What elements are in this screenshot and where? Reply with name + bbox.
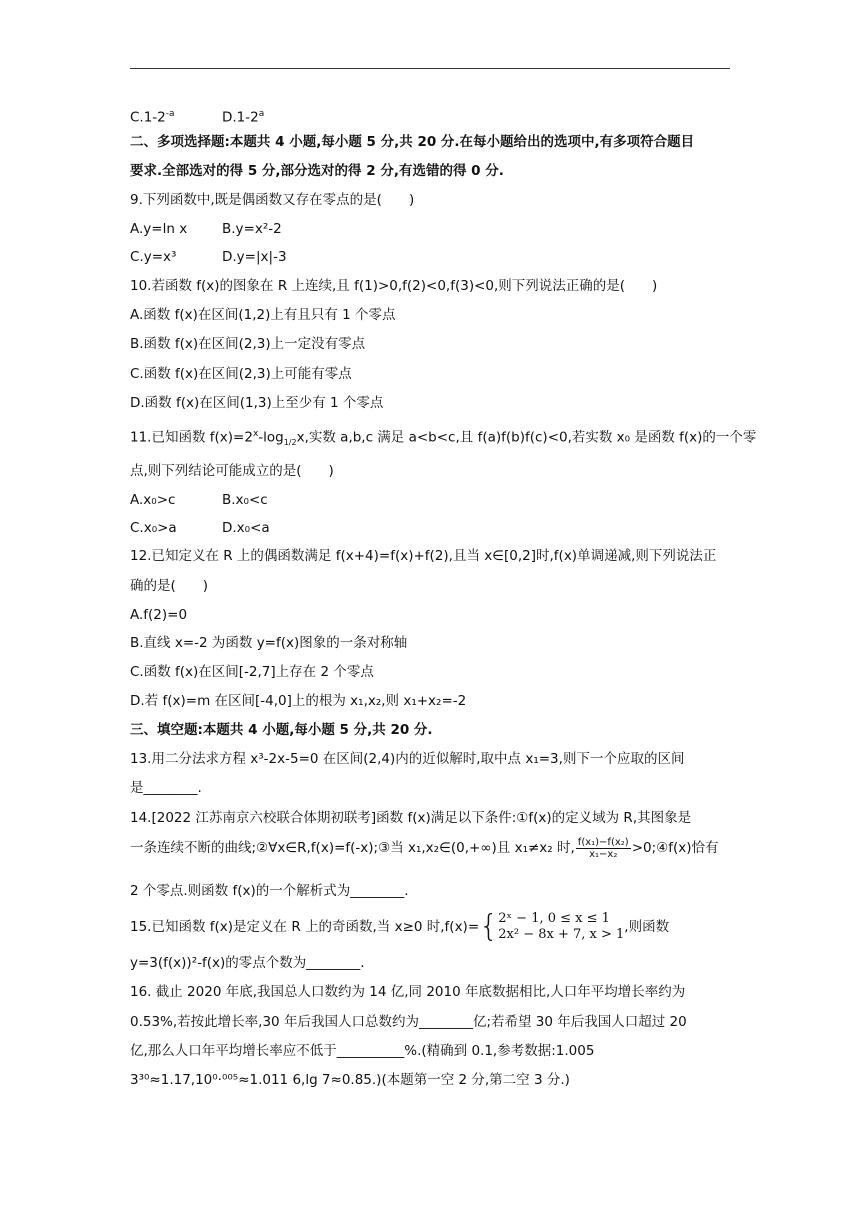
question-15-cont: y=3(f(x))²-f(x)的零点个数为________. xyxy=(130,955,365,971)
q9-option-b: B.y=x²-2 xyxy=(222,221,282,237)
question-14: 14.[2022 江苏南京六校联合体期初联考]函数 f(x)满足以下条件:①f(x)的定义域为 R,其图象是 xyxy=(130,810,692,826)
q10-option-c: C.函数 f(x)在区间(2,3)上可能有零点 xyxy=(130,366,352,382)
section-2-heading-cont: 要求.全部选对的得 5 分,部分选对的得 2 分,有选错的得 0 分. xyxy=(130,163,504,179)
case-1: 2ˣ − 1, 0 ≤ x ≤ 1 xyxy=(498,911,610,926)
q10-option-a: A.函数 f(x)在区间(1,2)上有且只有 1 个零点 xyxy=(130,307,396,323)
q12-option-d: D.若 f(x)=m 在区间[-4,0]上的根为 x₁,x₂,则 x₁+x₂=-2 xyxy=(130,693,467,709)
question-16: 16. 截止 2020 年底,我国总人口数约为 14 亿,同 2010 年底数据相比,人口年平均增长率约为 xyxy=(130,984,686,1000)
question-13-cont: 是________. xyxy=(130,780,202,796)
question-16-cont: 0.53%,若按此增长率,30 年后我国人口总数约为________亿;若希望 30 年后我国人口超过 20 xyxy=(130,1014,687,1030)
case-2: 2x² − 8x + 7, x > 1 xyxy=(498,927,625,942)
log-base: 1/2 xyxy=(283,437,297,447)
question-12: 12.已知定义在 R 上的偶函数满足 f(x+4)=f(x)+f(2),且当 x∈[0,2]时,f(x)单调递减,则下列说法正 xyxy=(130,548,717,564)
option-c: C.1-2 xyxy=(130,109,166,126)
option-d: D.1-2 xyxy=(222,109,259,126)
q12-option-a: A.f(2)=0 xyxy=(130,607,188,623)
q14-text: 一条连续不断的曲线;②∀x∈R,f(x)=f(-x);③当 x₁,x₂∈(0,+∞)且 x₁≠x₂ 时, xyxy=(130,840,575,856)
q11-text-cont: x,实数 a,b,c 满足 a<b<c,且 f(a)f(b)f(c)<0,若实数 x₀ 是函数 f(x)的一个零 xyxy=(296,429,757,446)
question-14-cont xyxy=(130,835,719,861)
q9-option-d: D.y=|x|-3 xyxy=(222,249,287,265)
question-15 xyxy=(130,910,669,944)
q14-text-cont: >0;④f(x)恰有 xyxy=(631,840,719,856)
question-10: 10.若函数 f(x)的图象在 R 上连续,且 f(1)>0,f(2)<0,f(3)<0,则下列说法正确的是( ) xyxy=(130,278,658,294)
fraction-numerator: f(x₁)−f(x₂) xyxy=(577,836,629,848)
question-12-cont: 确的是( ) xyxy=(130,578,209,594)
exponent: x xyxy=(252,429,259,439)
log: -log xyxy=(258,429,284,446)
line-q8-options xyxy=(130,104,264,128)
left-brace: { xyxy=(479,909,499,944)
exponent: -a xyxy=(165,109,175,119)
piecewise-cases xyxy=(498,911,624,943)
fraction-denominator: x₁−x₂ xyxy=(589,848,618,860)
difference-quotient xyxy=(576,837,631,860)
section-2-heading: 二、多项选择题:本题共 4 小题,每小题 5 分,共 20 分.在每小题给出的选项中,有多项符合题目 xyxy=(130,134,695,150)
q11-option-b: B.x₀<c xyxy=(222,492,268,508)
question-13: 13.用二分法求方程 x³-2x-5=0 在区间(2,4)内的近似解时,取中点 x₁=3,则下一个应取的区间 xyxy=(130,751,685,767)
q15-text: 15.已知函数 f(x)是定义在 R 上的奇函数,当 x≥0 时,f(x)= xyxy=(130,919,480,935)
q12-option-c: C.函数 f(x)在区间[-2,7]上存在 2 个零点 xyxy=(130,664,374,680)
q9-option-c: C.y=x³ xyxy=(130,249,177,265)
question-14-cont-2: 2 个零点.则函数 f(x)的一个解析式为________. xyxy=(130,883,409,899)
section-3-heading: 三、填空题:本题共 4 小题,每小题 5 分,共 20 分. xyxy=(130,722,433,738)
exponent: a xyxy=(258,109,265,119)
q11-options-ab xyxy=(130,490,268,510)
q9-options-ab xyxy=(130,219,282,239)
header-rule xyxy=(130,68,730,69)
q10-option-b: B.函数 f(x)在区间(2,3)上一定没有零点 xyxy=(130,336,366,352)
q9-option-a: A.y=ln x xyxy=(130,221,188,237)
q12-option-b: B.直线 x=-2 为函数 y=f(x)图象的一条对称轴 xyxy=(130,635,408,651)
q11-options-cd xyxy=(130,518,270,538)
question-16-cont-3: 3³⁰≈1.17,10⁰·⁰⁰⁵≈1.011 6,lg 7≈0.85.)(本题第一空 2 分,第二空 3 分.) xyxy=(130,1072,570,1088)
question-11 xyxy=(130,424,756,450)
question-9: 9.下列函数中,既是偶函数又存在零点的是( ) xyxy=(130,192,415,208)
q10-option-d: D.函数 f(x)在区间(1,3)上至少有 1 个零点 xyxy=(130,395,384,411)
question-16-cont-2: 亿,那么人口年平均增长率应不低于__________%.(精确到 0.1,参考数据:1.005 xyxy=(130,1043,595,1059)
q11-option-d: D.x₀<a xyxy=(222,520,270,536)
q15-text-cont: ,则函数 xyxy=(624,919,670,935)
q9-options-cd xyxy=(130,247,287,267)
question-11-cont: 点,则下列结论可能成立的是( ) xyxy=(130,463,334,479)
q11-text: 11.已知函数 f(x)=2 xyxy=(130,429,253,446)
q11-option-c: C.x₀>a xyxy=(130,520,177,536)
q11-option-a: A.x₀>c xyxy=(130,492,176,508)
